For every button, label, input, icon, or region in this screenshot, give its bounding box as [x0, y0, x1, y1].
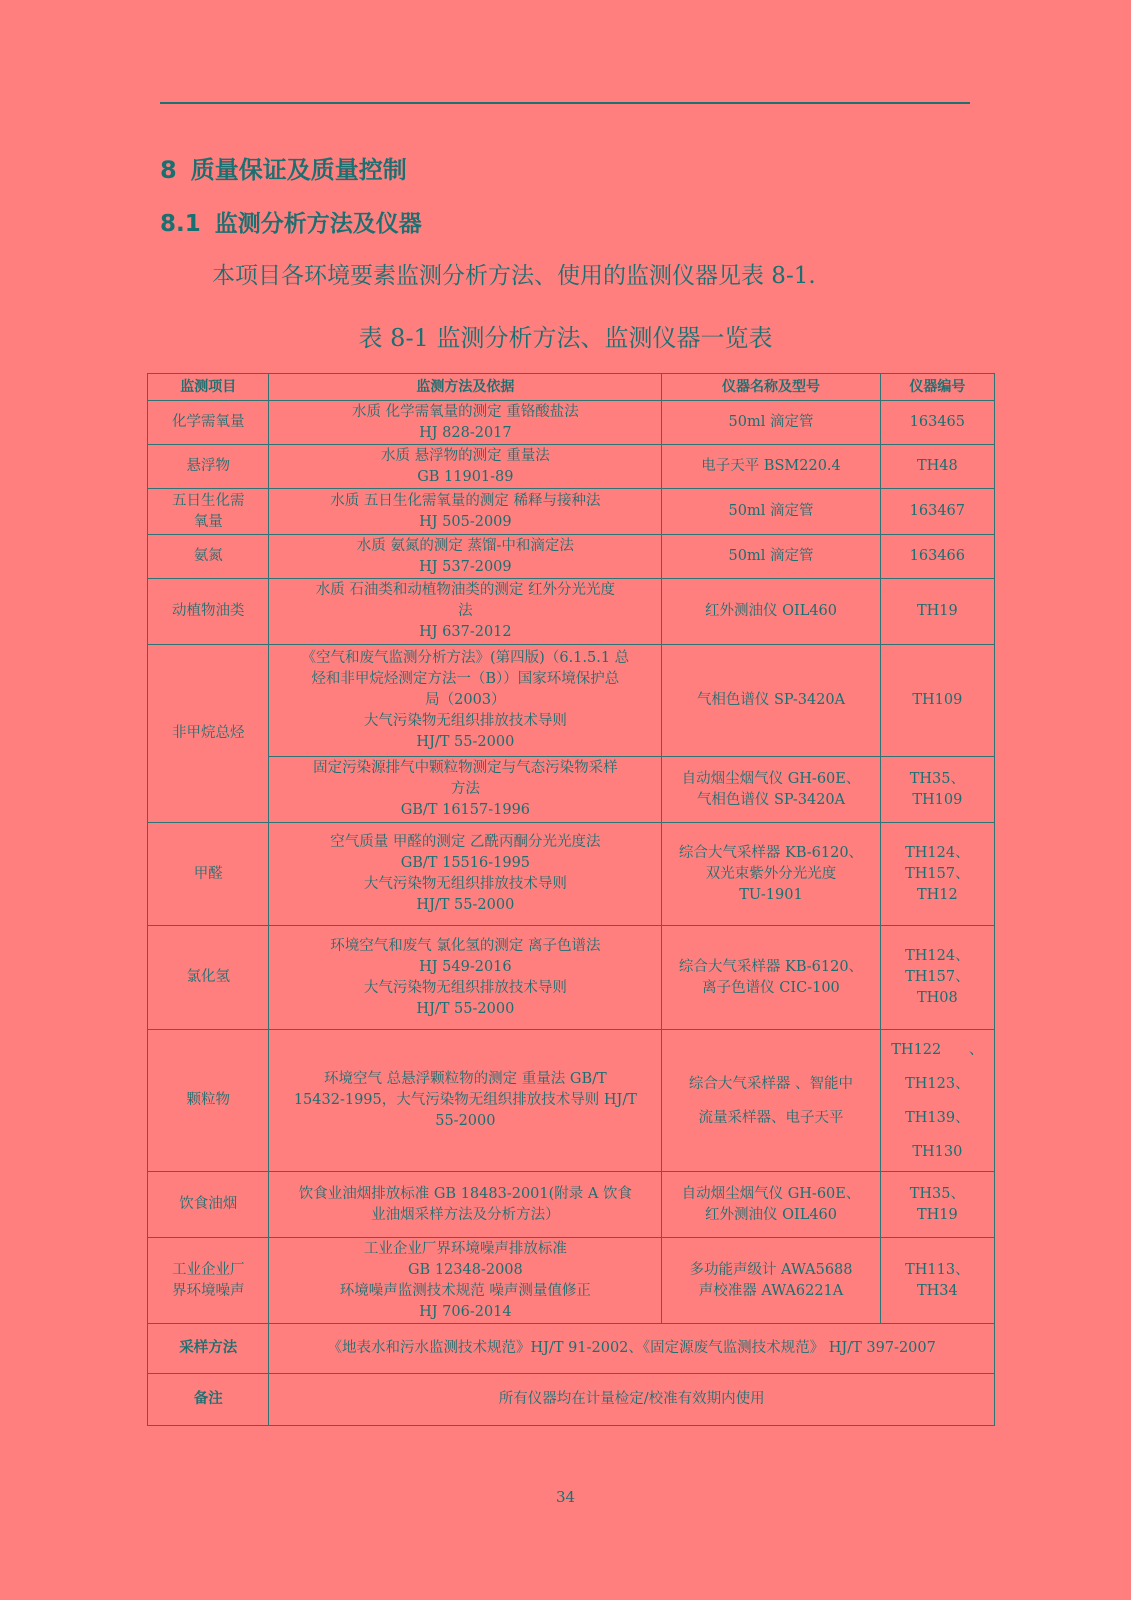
header-method: 监测方法及依据 — [269, 374, 662, 401]
cell-method: 工业企业厂界环境噪声排放标准 GB 12348-2008 环境噪声监测技术规范 噪声测量值修正 HJ 706-2014 — [269, 1238, 662, 1324]
cell-item: 非甲烷总烃 — [148, 645, 269, 823]
cell-method: 水质 化学需氧量的测定 重铬酸盐法 HJ 828-2017 — [269, 401, 662, 445]
section-number: 8 — [160, 156, 177, 184]
cell-instrument: 多功能声级计 AWA5688 声校准器 AWA6221A — [662, 1238, 880, 1324]
section-heading — [160, 150, 407, 185]
table-header-row — [148, 374, 995, 401]
remark-row — [148, 1374, 995, 1426]
cell-instrument: 综合大气采样器 、智能中 流量采样器、电子天平 — [662, 1030, 880, 1172]
cell-instrument: 综合大气采样器 KB-6120、 双光束紫外分光光度 TU-1901 — [662, 823, 880, 926]
cell-item: 甲醛 — [148, 823, 269, 926]
cell-method: 饮食业油烟排放标准 GB 18483-2001(附录 A 饮食 业油烟采样方法及分析方法） — [269, 1172, 662, 1238]
cell-code: TH35、 TH109 — [880, 757, 994, 823]
methods-table — [147, 373, 995, 1426]
table-row — [148, 757, 995, 823]
table-row — [148, 645, 995, 757]
cell-item: 饮食油烟 — [148, 1172, 269, 1238]
header-item: 监测项目 — [148, 374, 269, 401]
cell-instrument: 电子天平 BSM220.4 — [662, 445, 880, 489]
table-row — [148, 489, 995, 535]
table-row — [148, 926, 995, 1030]
cell-item: 动植物油类 — [148, 579, 269, 645]
cell-method: 水质 石油类和动植物油类的测定 红外分光光度 法 HJ 637-2012 — [269, 579, 662, 645]
cell-code: TH124、 TH157、 TH12 — [880, 823, 994, 926]
cell-item: 颗粒物 — [148, 1030, 269, 1172]
cell-method: 《空气和废气监测分析方法》(第四版)（6.1.5.1 总 烃和非甲烷烃测定方法一（B））国家环境保护总 局（2003） 大气污染物无组织排放技术导则 HJ/T 55-2000 — [269, 645, 662, 757]
subsection-heading — [160, 205, 422, 238]
cell-method: 环境空气和废气 氯化氢的测定 离子色谱法 HJ 549-2016 大气污染物无组织排放技术导则 HJ/T 55-2000 — [269, 926, 662, 1030]
page-number: 34 — [555, 1488, 576, 1506]
cell-item: 化学需氧量 — [148, 401, 269, 445]
cell-method: 水质 氨氮的测定 蒸馏-中和滴定法 HJ 537-2009 — [269, 535, 662, 579]
table-row — [148, 1030, 995, 1172]
table-caption: 表 8-1 监测分析方法、监测仪器一览表 — [358, 324, 773, 352]
cell-item: 工业企业厂 界环境噪声 — [148, 1238, 269, 1324]
table-row — [148, 1238, 995, 1324]
cell-method: 水质 五日生化需氧量的测定 稀释与接种法 HJ 505-2009 — [269, 489, 662, 535]
header-instrument: 仪器名称及型号 — [662, 374, 880, 401]
cell-code: TH122 、 TH123、 TH139、 TH130 — [880, 1030, 994, 1172]
subsection-number: 8.1 — [160, 211, 201, 237]
sampling-text: 《地表水和污水监测技术规范》HJ/T 91-2002、《固定源废气监测技术规范》 HJ/T 397-2007 — [269, 1324, 995, 1374]
header-rule — [160, 102, 970, 104]
cell-method: 水质 悬浮物的测定 重量法 GB 11901-89 — [269, 445, 662, 489]
cell-code: 163467 — [880, 489, 994, 535]
cell-method: 固定污染源排气中颗粒物测定与气态污染物采样 方法 GB/T 16157-1996 — [269, 757, 662, 823]
sampling-row — [148, 1324, 995, 1374]
cell-item: 氯化氢 — [148, 926, 269, 1030]
cell-code: TH48 — [880, 445, 994, 489]
section-title: 质量保证及质量控制 — [190, 156, 407, 184]
cell-code: 163466 — [880, 535, 994, 579]
cell-code: 163465 — [880, 401, 994, 445]
cell-instrument: 自动烟尘烟气仪 GH-60E、 气相色谱仪 SP-3420A — [662, 757, 880, 823]
cell-instrument: 气相色谱仪 SP-3420A — [662, 645, 880, 757]
remark-text: 所有仪器均在计量检定/校准有效期内使用 — [269, 1374, 995, 1426]
cell-instrument: 50ml 滴定管 — [662, 401, 880, 445]
table-row — [148, 823, 995, 926]
cell-code: TH124、 TH157、 TH08 — [880, 926, 994, 1030]
header-code: 仪器编号 — [880, 374, 994, 401]
cell-code: TH35、 TH19 — [880, 1172, 994, 1238]
cell-instrument: 自动烟尘烟气仪 GH-60E、 红外测油仪 OIL460 — [662, 1172, 880, 1238]
cell-code: TH109 — [880, 645, 994, 757]
cell-code: TH19 — [880, 579, 994, 645]
cell-code: TH113、 TH34 — [880, 1238, 994, 1324]
remark-label: 备注 — [148, 1374, 269, 1426]
cell-item: 悬浮物 — [148, 445, 269, 489]
table-row — [148, 445, 995, 489]
cell-instrument: 50ml 滴定管 — [662, 535, 880, 579]
table-row — [148, 1172, 995, 1238]
subsection-title: 监测分析方法及仪器 — [214, 211, 422, 237]
table-row — [148, 401, 995, 445]
table-row — [148, 535, 995, 579]
cell-item: 氨氮 — [148, 535, 269, 579]
cell-item: 五日生化需 氧量 — [148, 489, 269, 535]
cell-method: 环境空气 总悬浮颗粒物的测定 重量法 GB/T 15432-1995，大气污染物无组织排放技术导则 HJ/T 55-2000 — [269, 1030, 662, 1172]
intro-paragraph: 本项目各环境要素监测分析方法、使用的监测仪器见表 8-1. — [212, 263, 816, 289]
table-row — [148, 579, 995, 645]
cell-method: 空气质量 甲醛的测定 乙酰丙酮分光光度法 GB/T 15516-1995 大气污染物无组织排放技术导则 HJ/T 55-2000 — [269, 823, 662, 926]
cell-instrument: 50ml 滴定管 — [662, 489, 880, 535]
cell-instrument: 红外测油仪 OIL460 — [662, 579, 880, 645]
sampling-label: 采样方法 — [148, 1324, 269, 1374]
cell-instrument: 综合大气采样器 KB-6120、 离子色谱仪 CIC-100 — [662, 926, 880, 1030]
